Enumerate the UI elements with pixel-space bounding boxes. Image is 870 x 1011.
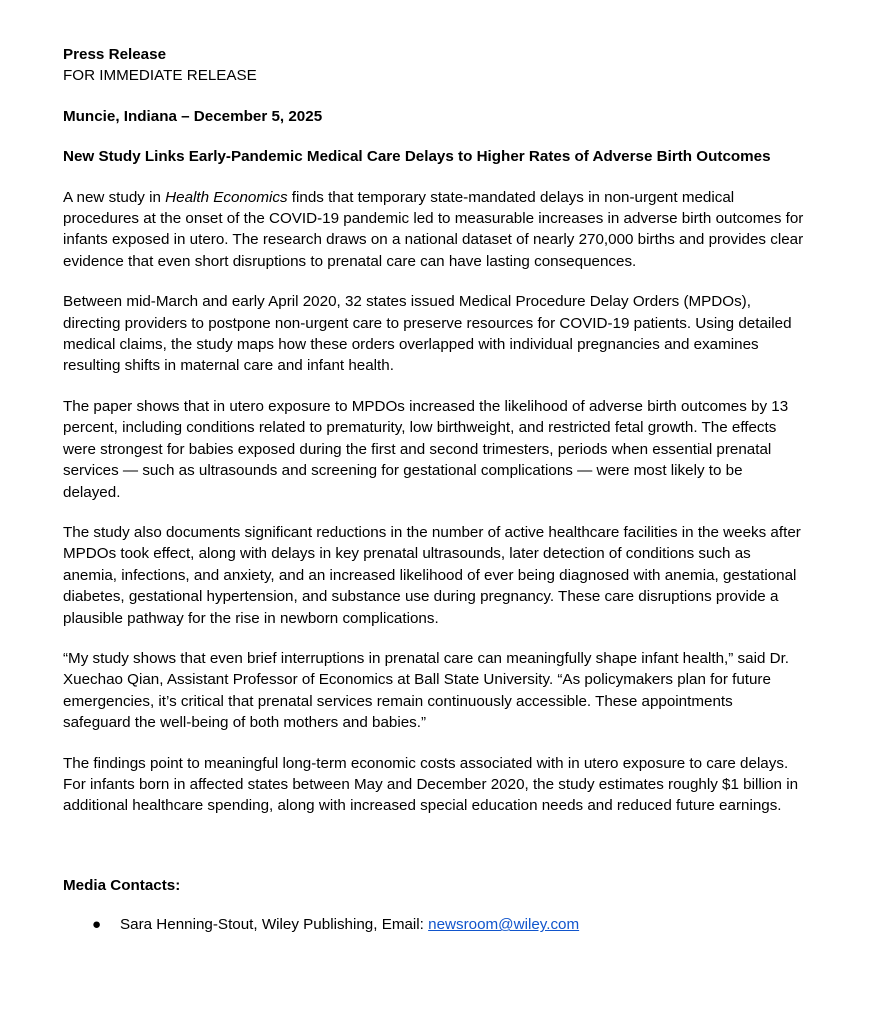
contact-email-link[interactable]: newsroom@wiley.com [428, 916, 580, 934]
body-paragraph-5-quote: “My study shows that even brief interruptions in prenatal care can meaningfully shape infant health,” said Dr. Xuechao Qian, Assistant Professor of Economics at Ball State University. “As policymakers plan for future emergencies, it’s critical that prenatal services remain continuously accessible. These appointments safeguard the well-being of both mothers and babies.” [63, 649, 790, 732]
body-paragraph-1 [63, 187, 804, 273]
body-paragraph-6: The findings point to meaningful long-term economic costs associated with in utero exposure to care delays. For infants born in affected states between May and December 2020, the study estimates roughly $1 billion in additional healthcare spending, along with increased special education needs and reduced future earnings. [63, 754, 799, 815]
body-paragraph-3: The paper shows that in utero exposure to MPDOs increased the likelihood of adverse birth outcomes by 13 percent, including conditions related to prematurity, low birthweight, and restricted fetal growth. The effects were strongest for babies exposed during the first and second trimesters, periods when essential prenatal services — such as ultrasounds and screening for gestational complications — were most likely to be delayed. [63, 397, 789, 501]
contact-text: Sara Henning-Stout, Wiley Publishing, Email: [120, 916, 429, 934]
headline: New Study Links Early-Pandemic Medical Care Delays to Higher Rates of Adverse Birth Outcomes [63, 148, 771, 166]
dateline: Muncie, Indiana – December 5, 2025 [63, 107, 323, 125]
media-contacts-list [63, 914, 804, 935]
release-note: FOR IMMEDIATE RELEASE [63, 67, 257, 85]
p1-rest-text: finds that temporary state-mandated delays in non-urgent medical procedures at the onset of the COVID-19 pandemic led to measurable increases in adverse birth outcomes for infants exposed in utero. The research draws on a national dataset of nearly 270,000 births and provides clear evidence that even short disruptions to prenatal care can have lasting consequences. [63, 188, 804, 270]
release-header [63, 44, 804, 87]
list-item [63, 914, 804, 935]
press-release-label: Press Release [63, 46, 167, 63]
body-paragraph-2: Between mid-March and early April 2020, 32 states issued Medical Procedure Delay Orders (MPDOs), directing providers to postpone non-urgent care to preserve resources for COVID-19 patients. Using detailed medical claims, the study maps how these orders overlapped with individual pregnancies and examines resulting shifts in maternal care and infant health. [63, 293, 792, 375]
media-contacts-heading: Media Contacts: [63, 876, 181, 894]
journal-name: Health Economics [165, 188, 288, 206]
body-paragraph-4: The study also documents significant reductions in the number of active healthcare facilities in the weeks after MPDOs took effect, along with delays in key prenatal ultrasounds, later detection of conditions such as anemia, infections, and anxiety, and an increased likelihood of ever being diagnosed with anemia, gestational diabetes, gestational hypertension, and substance use during pregnancy. These care disruptions provide a plausible pathway for the rise in newborn complications. [63, 523, 801, 627]
bullet-icon: ● [92, 916, 102, 934]
p1-lead-text: A new study in [63, 188, 166, 206]
